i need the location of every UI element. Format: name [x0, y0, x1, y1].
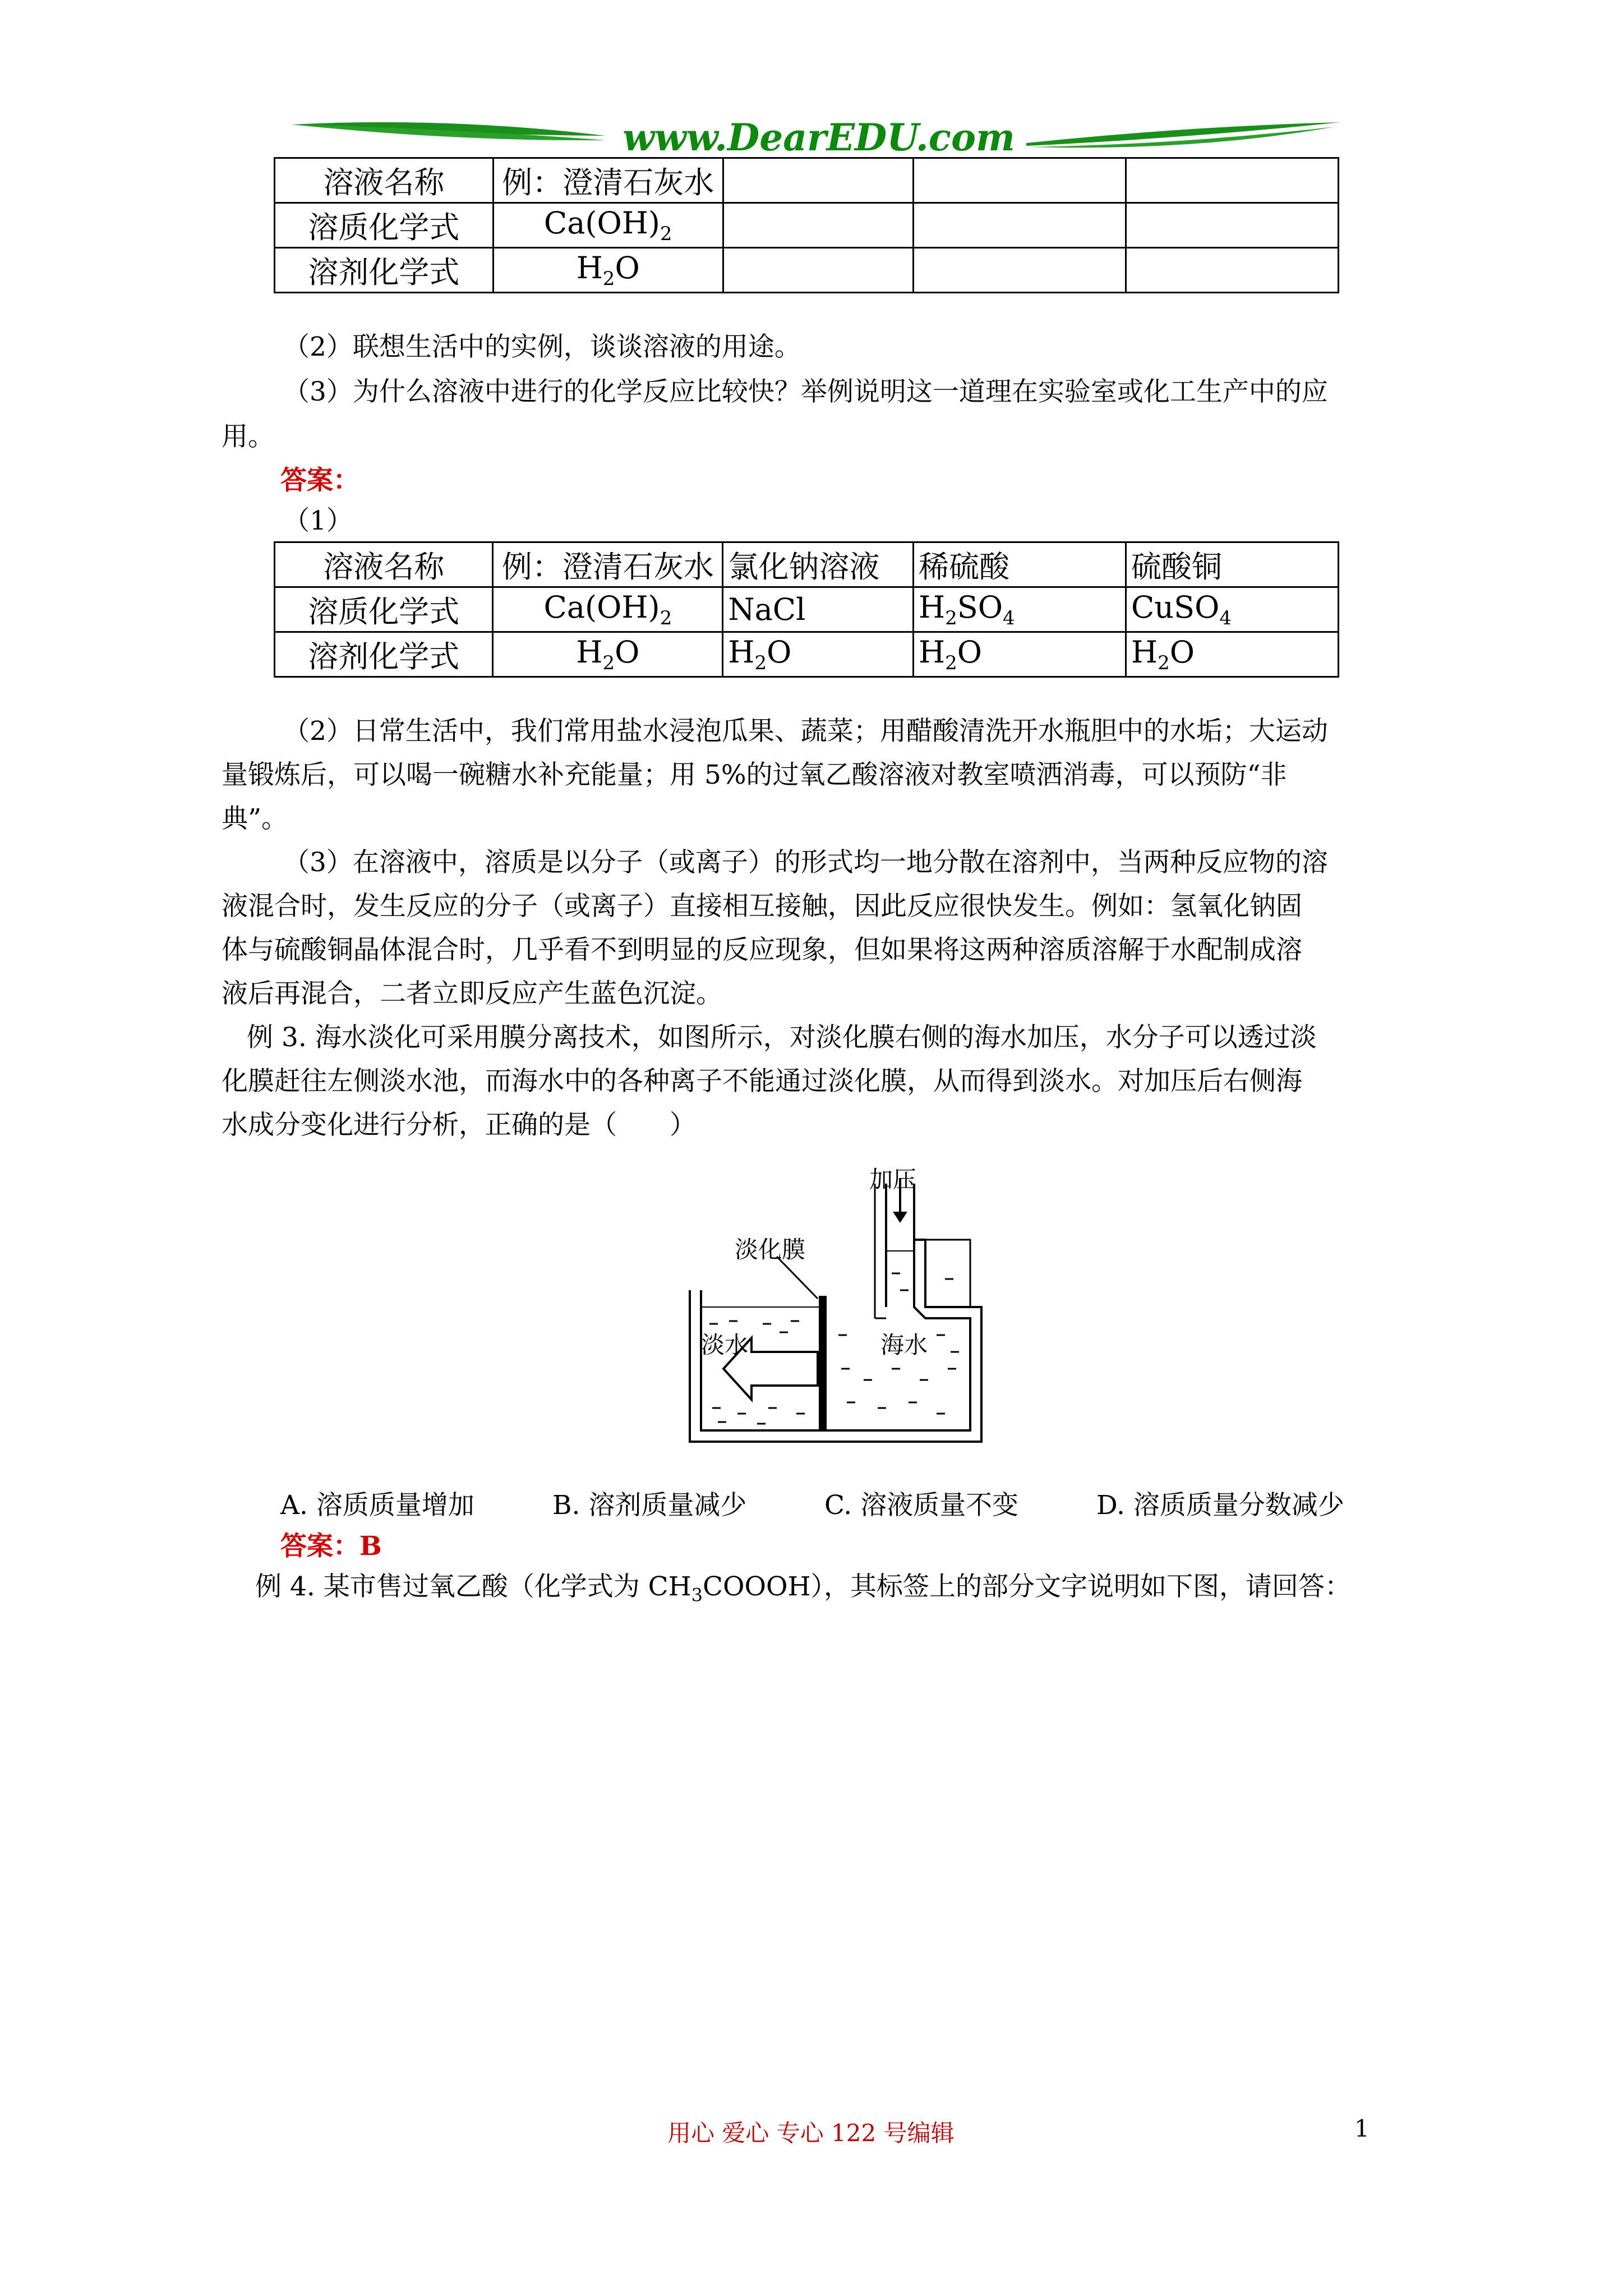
table-row	[275, 542, 1339, 587]
answer-3-line2: 液混合时，发生反应的分子（或离子）直接相互接触，因此反应很快发生。例如：氢氧化钠固	[222, 891, 1302, 922]
desalination-figure	[684, 1167, 987, 1447]
table-cell: 溶液名称	[275, 542, 493, 587]
desalination-diagram	[684, 1167, 987, 1447]
solution-table-1	[274, 157, 1339, 293]
question-3-line1: （3）为什么溶液中进行的化学反应比较快？举例说明这一道理在实验室或化工生产中的应	[283, 376, 1328, 407]
table-cell: 溶质化学式	[275, 203, 494, 248]
table-cell	[913, 158, 1126, 203]
formula-cell: $H_2O$	[723, 632, 914, 677]
table-cell: 硫酸铜	[1126, 542, 1338, 587]
table-row	[275, 158, 1339, 203]
formula-text: H	[576, 250, 603, 286]
subscript: 3	[691, 1584, 703, 1606]
logo-text: www.DearEDU.com	[623, 116, 1015, 159]
formula-text: Ca(OH)	[543, 590, 660, 625]
table-cell: 溶剂化学式	[275, 248, 494, 293]
pressure-label: 加压	[869, 1166, 917, 1193]
subscript: 2	[660, 222, 672, 245]
answer-2-line1: （2）日常生活中，我们常用盐水浸泡瓜果、蔬菜；用醋酸清洗开水瓶胆中的水垢；大运动	[283, 716, 1328, 747]
table-cell: 氯化钠溶液	[723, 542, 914, 587]
table-cell: 溶质化学式	[275, 587, 493, 632]
formula-cell: $H_2O$	[914, 632, 1126, 677]
answer-2-line3: 典”。	[222, 803, 288, 834]
fresh-water-label: 淡水	[701, 1331, 749, 1359]
example-3-line1: 例 3. 海水淡化可采用膜分离技术，如图所示，对淡化膜右侧的海水加压，水分子可以透过淡	[247, 1022, 1317, 1053]
table-cell	[723, 248, 913, 293]
table-cell	[1126, 158, 1338, 203]
sea-water-label: 海水	[880, 1331, 928, 1359]
option-c: C. 溶液质量不变	[824, 1490, 1019, 1521]
option-b: B. 溶剂质量减少	[552, 1490, 747, 1521]
formula-text: O	[615, 250, 640, 286]
example-3-answer	[280, 1525, 382, 1568]
table-row	[275, 248, 1339, 293]
page-number: 1	[1354, 2115, 1370, 2142]
table-cell	[723, 203, 913, 248]
table-cell	[913, 248, 1126, 293]
option-d: D. 溶质质量分数减少	[1096, 1490, 1344, 1521]
formula-cell	[493, 587, 723, 632]
table-cell	[1126, 248, 1338, 293]
table-row	[275, 587, 1339, 632]
solution-table-2	[274, 541, 1339, 678]
table-cell: 稀硫酸	[914, 542, 1126, 587]
table-cell	[913, 203, 1126, 248]
formula-text: Ca(OH)	[543, 205, 660, 241]
formula-cell: CuSO$_4$	[1126, 587, 1338, 632]
table-row	[275, 203, 1339, 248]
answer-1-label: （1）	[283, 505, 353, 536]
formula-cell	[493, 248, 723, 293]
question-3-line2: 用。	[222, 421, 274, 452]
table-cell: 溶液名称	[275, 158, 494, 203]
option-a: A. 溶质质量增加	[280, 1490, 474, 1521]
site-logo	[292, 112, 1340, 163]
formula-cell: $H_2SO_4$	[914, 587, 1126, 632]
table-row	[275, 632, 1339, 677]
table-cell: 溶剂化学式	[275, 632, 493, 677]
answer-3-line1: （3）在溶液中，溶质是以分子（或离子）的形式均一地分散在溶剂中，当两种反应物的溶	[283, 847, 1328, 878]
answer-label: 答案：	[280, 465, 359, 496]
formula-cell: $H_2O$	[1126, 632, 1338, 677]
table-cell: 例：澄清石灰水	[493, 542, 723, 587]
subscript: 2	[602, 267, 615, 290]
formula-cell: $H_2O$	[493, 632, 723, 677]
example-4-line1	[255, 1565, 1351, 1617]
answer-3-line3: 体与硫酸铜晶体混合时，几乎看不到明显的反应现象，但如果将这两种溶质溶解于水配制成溶	[222, 935, 1302, 965]
table-cell: 例：澄清石灰水	[493, 158, 723, 203]
answer-3-line4: 液后再混合，二者立即反应产生蓝色沉淀。	[222, 978, 722, 1009]
example-4-text: COOOH），其标签上的部分文字说明如下图，请回答：	[702, 1571, 1352, 1602]
table-cell	[723, 158, 913, 203]
example-3-line3: 水成分变化进行分析，正确的是（ ）	[222, 1110, 696, 1140]
formula-cell: NaCl	[723, 587, 914, 632]
formula-cell	[493, 203, 723, 248]
membrane-label: 淡化膜	[735, 1236, 806, 1263]
example-3-line2: 化膜赶往左侧淡水池，而海水中的各种离子不能通过淡化膜，从而得到淡水。对加压后右侧海	[222, 1066, 1302, 1097]
answer-2-line2: 量锻炼后，可以喝一碗糖水补充能量；用 5%的过氧乙酸溶液对教室喷洒消毒，可以预防“非	[222, 760, 1287, 790]
page-footer: 用心 爱心 专心 122 号编辑	[667, 2119, 955, 2147]
subscript: 2	[660, 606, 672, 629]
table-cell	[1126, 203, 1338, 248]
answer-label: 答案：	[280, 1531, 359, 1562]
example-4-text: 例 4. 某市售过氧乙酸（化学式为 CH	[255, 1571, 691, 1602]
question-2: （2）联想生活中的实例，谈谈溶液的用途。	[283, 332, 801, 362]
answer-value: B	[359, 1531, 382, 1562]
